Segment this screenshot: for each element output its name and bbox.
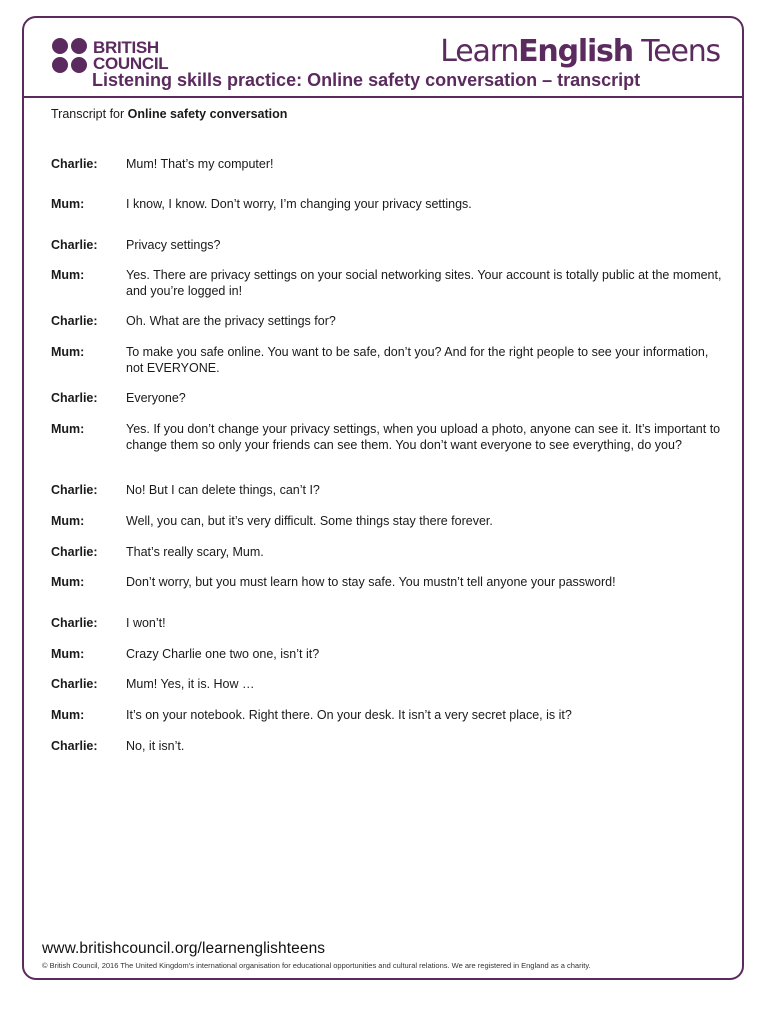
speaker-label: Charlie: bbox=[51, 483, 98, 497]
dialogue-line: Don’t worry, but you must learn how to stay safe. You mustn’t tell anyone your password! bbox=[126, 575, 616, 589]
speaker-label: Charlie: bbox=[51, 739, 98, 753]
dialogue-line: Yes. There are privacy settings on your social networking sites. Your account is totally public at the moment, and you’re logged in! bbox=[126, 268, 722, 298]
dialogue-line: I know, I know. Don’t worry, I’m changing your privacy settings. bbox=[126, 197, 472, 211]
speaker-label: Mum: bbox=[51, 708, 85, 722]
dialogue-line: Yes. If you don’t change your privacy settings, when you upload a photo, anyone can see it. It’s important to change them so only your friends can see them. You don’t want everyone to see everything, do you? bbox=[126, 422, 721, 452]
speaker-label: Charlie: bbox=[51, 677, 98, 691]
speaker-label: Mum: bbox=[51, 345, 85, 359]
british-council-wordmark: BRITISH COUNCIL bbox=[93, 37, 169, 73]
dialogue-line: Privacy settings? bbox=[126, 238, 221, 252]
dialogue-line: That’s really scary, Mum. bbox=[126, 545, 264, 559]
transcript-topic: Online safety conversation bbox=[127, 107, 288, 121]
speaker-label: Charlie: bbox=[51, 545, 98, 559]
dialogue-line: No! But I can delete things, can’t I? bbox=[126, 483, 320, 497]
speaker-label: Mum: bbox=[51, 197, 85, 211]
speaker-label: Charlie: bbox=[51, 238, 98, 252]
speaker-label: Charlie: bbox=[51, 314, 98, 328]
speaker-label: Mum: bbox=[51, 422, 85, 436]
speaker-label: Mum: bbox=[51, 575, 85, 589]
transcript-intro: Transcript for Online safety conversation bbox=[51, 107, 288, 121]
dialogue-line: Oh. What are the privacy settings for? bbox=[126, 314, 336, 328]
header-divider bbox=[22, 96, 744, 98]
dialogue-line: It’s on your notebook. Right there. On your desk. It isn’t a very secret place, is it? bbox=[126, 708, 572, 722]
british-council-logo bbox=[52, 38, 168, 73]
footer-website-link[interactable]: www.britishcouncil.org/learnenglishteens bbox=[42, 940, 326, 957]
speaker-label: Charlie: bbox=[51, 391, 98, 405]
dialogue-line: Well, you can, but it’s very difficult. Some things stay there forever. bbox=[126, 514, 493, 528]
dialogue-line: No, it isn’t. bbox=[126, 739, 185, 753]
learnenglish-teens-logo: LearnEnglish Teens bbox=[440, 34, 720, 69]
dialogue-line: To make you safe online. You want to be safe, don’t you? And for the right people to see your information, not EVERYONE. bbox=[126, 345, 709, 375]
footer-copyright: © British Council, 2016 The United Kingdom’s international organisation for educational opportunities and cultural relations. We are registered in England as a charity. bbox=[42, 961, 591, 970]
speaker-label: Charlie: bbox=[51, 616, 98, 630]
speaker-label: Mum: bbox=[51, 514, 85, 528]
dialogue-line: Mum! That’s my computer! bbox=[126, 157, 274, 171]
dialogue-line: Crazy Charlie one two one, isn’t it? bbox=[126, 647, 320, 661]
british-council-dots-icon bbox=[52, 38, 87, 73]
speaker-label: Mum: bbox=[51, 268, 85, 282]
speaker-label: Mum: bbox=[51, 647, 85, 661]
dialogue-line: Mum! Yes, it is. How … bbox=[126, 677, 255, 691]
dialogue-line: I won’t! bbox=[126, 616, 166, 630]
page-title: Listening skills practice: Online safety conversation – transcript bbox=[92, 70, 641, 90]
dialogue-line: Everyone? bbox=[126, 391, 186, 405]
speaker-label: Charlie: bbox=[51, 157, 98, 171]
